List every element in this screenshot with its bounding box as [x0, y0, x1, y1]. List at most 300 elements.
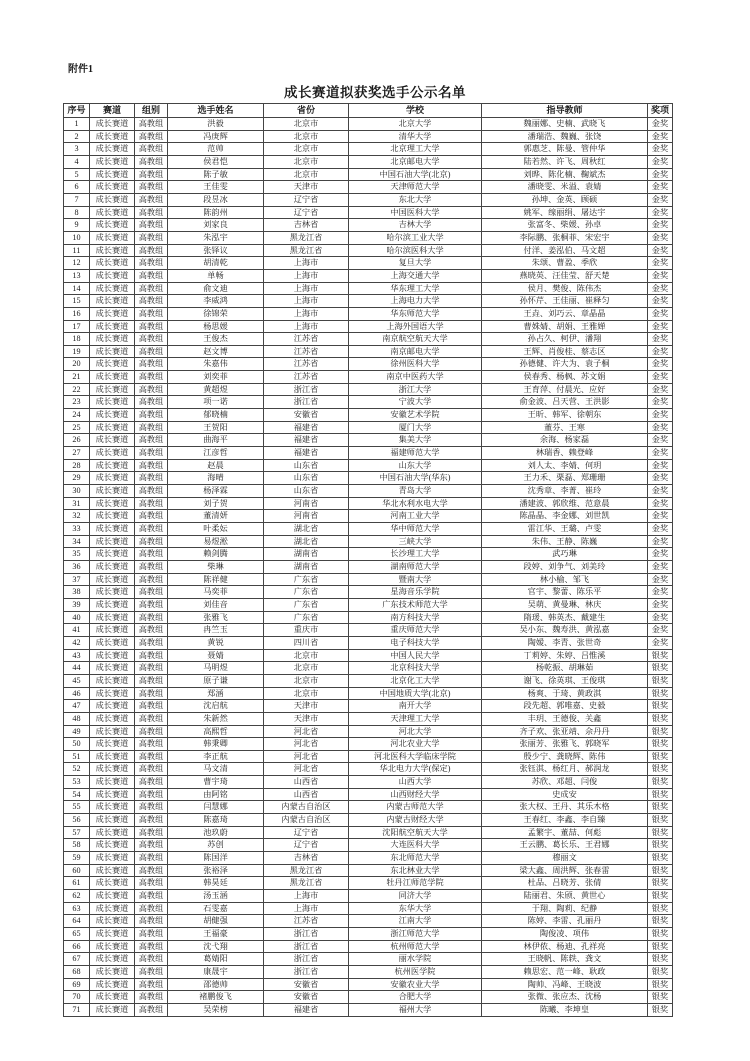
cell-track: 成长赛道	[90, 231, 135, 244]
table-row	[64, 560, 673, 573]
cell-group: 高教组	[135, 788, 168, 801]
cell-award: 银奖	[648, 814, 673, 827]
cell-advisors: 官宇、黎蕾、陈乐平	[482, 586, 648, 599]
cell-school: 上海交通大学	[349, 269, 482, 282]
cell-group: 高教组	[135, 219, 168, 232]
cell-province: 山东省	[264, 472, 349, 485]
table-row	[64, 624, 673, 637]
cell-index: 19	[64, 345, 90, 358]
cell-province: 山东省	[264, 485, 349, 498]
cell-group: 高教组	[135, 485, 168, 498]
cell-advisors: 朱伟、王静、陈巍	[482, 535, 648, 548]
cell-contestant-name: 聂婧	[168, 649, 264, 662]
cell-award: 银奖	[648, 965, 673, 978]
cell-school: 大连医科大学	[349, 839, 482, 852]
cell-track: 成长赛道	[90, 611, 135, 624]
cell-contestant-name: 沈弋翔	[168, 940, 264, 953]
cell-advisors: 孙占久、柯伊、潘翔	[482, 333, 648, 346]
cell-group: 高教组	[135, 687, 168, 700]
cell-group: 高教组	[135, 674, 168, 687]
cell-school: 山西大学	[349, 776, 482, 789]
cell-contestant-name: 陈祥健	[168, 573, 264, 586]
table-row	[64, 788, 673, 801]
cell-index: 71	[64, 1003, 90, 1016]
cell-province: 上海市	[264, 890, 349, 903]
cell-province: 江苏省	[264, 371, 349, 384]
cell-school: 浙江师范大学	[349, 928, 482, 941]
cell-province: 辽宁省	[264, 839, 349, 852]
table-row	[64, 877, 673, 890]
cell-award: 银奖	[648, 788, 673, 801]
cell-award: 金奖	[648, 371, 673, 384]
cell-group: 高教组	[135, 864, 168, 877]
cell-province: 黑龙江省	[264, 244, 349, 257]
cell-track: 成长赛道	[90, 649, 135, 662]
cell-advisors: 张钰淇、杨红月、郝润龙	[482, 763, 648, 776]
cell-track: 成长赛道	[90, 447, 135, 460]
cell-school: 中国地质大学(北京)	[349, 687, 482, 700]
cell-school: 牡丹江师范学院	[349, 877, 482, 890]
cell-advisors: 吴萌、黄曼琳、林庆	[482, 598, 648, 611]
cell-school: 宁波大学	[349, 396, 482, 409]
cell-award: 银奖	[648, 902, 673, 915]
cell-advisors: 梁大鑫、周洪辉、张春雷	[482, 864, 648, 877]
cell-award: 金奖	[648, 193, 673, 206]
cell-advisors: 齐子欢、张亚靖、佘丹丹	[482, 725, 648, 738]
cell-advisors: 余海、杨家磊	[482, 434, 648, 447]
column-header-advisors: 指导教师	[482, 104, 648, 118]
cell-index: 58	[64, 839, 90, 852]
cell-contestant-name: 苏创	[168, 839, 264, 852]
cell-index: 63	[64, 902, 90, 915]
cell-school: 哈尔滨工业大学	[349, 231, 482, 244]
table-row	[64, 421, 673, 434]
cell-index: 21	[64, 371, 90, 384]
cell-contestant-name: 徐锦荣	[168, 307, 264, 320]
cell-school: 星海音乐学院	[349, 586, 482, 599]
cell-contestant-name: 董清妍	[168, 510, 264, 523]
cell-award: 金奖	[648, 358, 673, 371]
cell-contestant-name: 王福豪	[168, 928, 264, 941]
cell-school: 清华大学	[349, 130, 482, 143]
cell-school: 中国石油大学(北京)	[349, 168, 482, 181]
table-row	[64, 573, 673, 586]
cell-group: 高教组	[135, 826, 168, 839]
cell-province: 安徽省	[264, 409, 349, 422]
cell-province: 辽宁省	[264, 193, 349, 206]
cell-school: 厦门大学	[349, 421, 482, 434]
cell-school: 中国石油大学(华东)	[349, 472, 482, 485]
cell-track: 成长赛道	[90, 497, 135, 510]
cell-index: 28	[64, 459, 90, 472]
column-header-contestant-name: 选手姓名	[168, 104, 264, 118]
cell-contestant-name: 黄超煜	[168, 383, 264, 396]
cell-province: 上海市	[264, 295, 349, 308]
cell-contestant-name: 胡健强	[168, 915, 264, 928]
cell-award: 金奖	[648, 396, 673, 409]
cell-province: 北京市	[264, 130, 349, 143]
cell-school: 长沙理工大学	[349, 548, 482, 561]
cell-group: 高教组	[135, 231, 168, 244]
cell-contestant-name: 陈子敏	[168, 168, 264, 181]
cell-group: 高教组	[135, 421, 168, 434]
cell-province: 北京市	[264, 687, 349, 700]
cell-province: 吉林省	[264, 219, 349, 232]
cell-school: 上海外国语大学	[349, 320, 482, 333]
cell-award: 银奖	[648, 662, 673, 675]
cell-advisors: 陈曦、李坤皇	[482, 1003, 648, 1016]
cell-index: 64	[64, 915, 90, 928]
table-row	[64, 193, 673, 206]
cell-track: 成长赛道	[90, 738, 135, 751]
cell-province: 内蒙古自治区	[264, 801, 349, 814]
cell-contestant-name: 王贺阳	[168, 421, 264, 434]
cell-contestant-name: 王俊杰	[168, 333, 264, 346]
cell-index: 47	[64, 700, 90, 713]
cell-advisors: 杜品、吕晓芳、张倩	[482, 877, 648, 890]
cell-group: 高教组	[135, 636, 168, 649]
cell-group: 高教组	[135, 965, 168, 978]
cell-award: 银奖	[648, 890, 673, 903]
table-row	[64, 915, 673, 928]
cell-index: 31	[64, 497, 90, 510]
cell-province: 辽宁省	[264, 206, 349, 219]
cell-track: 成长赛道	[90, 826, 135, 839]
cell-advisors: 魏丽娜、史楠、武晓飞	[482, 118, 648, 131]
cell-group: 高教组	[135, 168, 168, 181]
cell-track: 成长赛道	[90, 877, 135, 890]
cell-contestant-name: 胡清乾	[168, 257, 264, 270]
cell-school: 河北医科大学临床学院	[349, 750, 482, 763]
cell-track: 成长赛道	[90, 915, 135, 928]
cell-province: 黑龙江省	[264, 864, 349, 877]
cell-index: 57	[64, 826, 90, 839]
cell-group: 高教组	[135, 257, 168, 270]
cell-province: 湖北省	[264, 535, 349, 548]
cell-advisors: 雷江华、王璐、卢雯	[482, 523, 648, 536]
cell-school: 重庆师范大学	[349, 624, 482, 637]
cell-track: 成长赛道	[90, 965, 135, 978]
cell-index: 15	[64, 295, 90, 308]
page-title: 成长赛道拟获奖选手公示名单	[284, 85, 466, 100]
table-row	[64, 269, 673, 282]
cell-track: 成长赛道	[90, 345, 135, 358]
table-row	[64, 902, 673, 915]
cell-group: 高教组	[135, 181, 168, 194]
cell-index: 34	[64, 535, 90, 548]
cell-school: 合肥大学	[349, 991, 482, 1004]
cell-school: 沈阳航空航天大学	[349, 826, 482, 839]
cell-school: 华北电力大学(保定)	[349, 763, 482, 776]
table-row	[64, 700, 673, 713]
cell-school: 河北农业大学	[349, 738, 482, 751]
cell-advisors: 张丽芳、张雅飞、郭晓军	[482, 738, 648, 751]
table-row	[64, 244, 673, 257]
cell-award: 银奖	[648, 776, 673, 789]
cell-contestant-name: 叶柔妘	[168, 523, 264, 536]
cell-school: 同济大学	[349, 890, 482, 903]
cell-contestant-name: 刘家良	[168, 219, 264, 232]
cell-group: 高教组	[135, 573, 168, 586]
table-row	[64, 295, 673, 308]
cell-award: 金奖	[648, 472, 673, 485]
column-header-award: 奖项	[648, 104, 673, 118]
table-row	[64, 307, 673, 320]
cell-award: 金奖	[648, 244, 673, 257]
table-row	[64, 548, 673, 561]
cell-track: 成长赛道	[90, 295, 135, 308]
cell-index: 41	[64, 624, 90, 637]
cell-province: 广东省	[264, 573, 349, 586]
cell-contestant-name: 陈国洋	[168, 852, 264, 865]
cell-track: 成长赛道	[90, 168, 135, 181]
cell-school: 南方科技大学	[349, 611, 482, 624]
cell-index: 43	[64, 649, 90, 662]
cell-advisors: 陆若然、许飞、周秋红	[482, 155, 648, 168]
cell-school: 中国医科大学	[349, 206, 482, 219]
cell-advisors: 孙怀芹、王佳丽、崔释匀	[482, 295, 648, 308]
cell-group: 高教组	[135, 877, 168, 890]
cell-advisors: 陆丽君、朱颀、黄世心	[482, 890, 648, 903]
cell-group: 高教组	[135, 839, 168, 852]
cell-advisors: 杨爽、于琦、黄政淇	[482, 687, 648, 700]
cell-province: 江苏省	[264, 358, 349, 371]
cell-track: 成长赛道	[90, 307, 135, 320]
table-row	[64, 890, 673, 903]
cell-contestant-name: 张裕泽	[168, 864, 264, 877]
cell-school: 集美大学	[349, 434, 482, 447]
cell-track: 成长赛道	[90, 636, 135, 649]
cell-track: 成长赛道	[90, 434, 135, 447]
cell-contestant-name: 冉竺玉	[168, 624, 264, 637]
cell-index: 56	[64, 814, 90, 827]
cell-index: 18	[64, 333, 90, 346]
cell-contestant-name: 闫慧娜	[168, 801, 264, 814]
cell-province: 广东省	[264, 611, 349, 624]
cell-school: 华东师范大学	[349, 307, 482, 320]
cell-index: 10	[64, 231, 90, 244]
cell-province: 重庆市	[264, 624, 349, 637]
cell-award: 银奖	[648, 826, 673, 839]
cell-award: 金奖	[648, 586, 673, 599]
cell-school: 内蒙古财经大学	[349, 814, 482, 827]
cell-index: 29	[64, 472, 90, 485]
cell-group: 高教组	[135, 118, 168, 131]
cell-school: 河北大学	[349, 725, 482, 738]
cell-index: 11	[64, 244, 90, 257]
cell-school: 东北大学	[349, 193, 482, 206]
table-row	[64, 953, 673, 966]
cell-award: 金奖	[648, 231, 673, 244]
cell-award: 银奖	[648, 991, 673, 1004]
cell-school: 北京理工大学	[349, 143, 482, 156]
cell-award: 金奖	[648, 168, 673, 181]
cell-index: 53	[64, 776, 90, 789]
cell-track: 成长赛道	[90, 852, 135, 865]
cell-index: 27	[64, 447, 90, 460]
cell-contestant-name: 汤玉涵	[168, 890, 264, 903]
cell-school: 南开大学	[349, 700, 482, 713]
cell-award: 金奖	[648, 636, 673, 649]
cell-group: 高教组	[135, 396, 168, 409]
cell-contestant-name: 江彦哲	[168, 447, 264, 460]
cell-province: 福建省	[264, 434, 349, 447]
cell-contestant-name: 赵晨	[168, 459, 264, 472]
cell-track: 成长赛道	[90, 902, 135, 915]
cell-school: 徐州医科大学	[349, 358, 482, 371]
cell-contestant-name: 马文清	[168, 763, 264, 776]
cell-contestant-name: 张铎议	[168, 244, 264, 257]
cell-track: 成长赛道	[90, 523, 135, 536]
cell-award: 银奖	[648, 674, 673, 687]
cell-province: 北京市	[264, 155, 349, 168]
cell-school: 河南工业大学	[349, 510, 482, 523]
cell-advisors: 林小榆、邹飞	[482, 573, 648, 586]
table-row	[64, 434, 673, 447]
cell-group: 高教组	[135, 586, 168, 599]
cell-contestant-name: 高熙哲	[168, 725, 264, 738]
cell-group: 高教组	[135, 244, 168, 257]
cell-contestant-name: 赖剑腾	[168, 548, 264, 561]
cell-group: 高教组	[135, 510, 168, 523]
cell-contestant-name: 海晴	[168, 472, 264, 485]
cell-province: 上海市	[264, 902, 349, 915]
cell-track: 成长赛道	[90, 624, 135, 637]
cell-index: 9	[64, 219, 90, 232]
cell-track: 成长赛道	[90, 776, 135, 789]
table-row	[64, 1003, 673, 1016]
cell-advisors: 燕晓英、汪佳莹、舒天楚	[482, 269, 648, 282]
cell-track: 成长赛道	[90, 674, 135, 687]
cell-province: 北京市	[264, 118, 349, 131]
cell-award: 金奖	[648, 118, 673, 131]
cell-group: 高教组	[135, 763, 168, 776]
cell-province: 辽宁省	[264, 826, 349, 839]
cell-province: 安徽省	[264, 978, 349, 991]
cell-group: 高教组	[135, 902, 168, 915]
cell-group: 高教组	[135, 1003, 168, 1016]
cell-advisors: 潘建波、郭欣维、范意晨	[482, 497, 648, 510]
cell-school: 上海电力大学	[349, 295, 482, 308]
column-header-school: 学校	[349, 104, 482, 118]
cell-track: 成长赛道	[90, 864, 135, 877]
cell-award: 金奖	[648, 345, 673, 358]
cell-advisors: 丁莉婷、朱婷、吕惟溪	[482, 649, 648, 662]
cell-contestant-name: 朱泓宇	[168, 231, 264, 244]
cell-award: 金奖	[648, 459, 673, 472]
cell-contestant-name: 陈嘉琦	[168, 814, 264, 827]
cell-award: 银奖	[648, 953, 673, 966]
table-row	[64, 750, 673, 763]
cell-school: 南京邮电大学	[349, 345, 482, 358]
cell-contestant-name: 曲海平	[168, 434, 264, 447]
cell-award: 金奖	[648, 409, 673, 422]
column-header-track: 赛道	[90, 104, 135, 118]
cell-contestant-name: 曹宇琦	[168, 776, 264, 789]
cell-index: 4	[64, 155, 90, 168]
table-row	[64, 674, 673, 687]
cell-award: 银奖	[648, 928, 673, 941]
cell-award: 金奖	[648, 333, 673, 346]
cell-contestant-name: 葛婧阳	[168, 953, 264, 966]
cell-province: 山东省	[264, 459, 349, 472]
cell-province: 上海市	[264, 307, 349, 320]
table-row	[64, 497, 673, 510]
table-row	[64, 598, 673, 611]
table-row	[64, 168, 673, 181]
table-row	[64, 206, 673, 219]
cell-advisors: 张富冬、柴媛、孙卓	[482, 219, 648, 232]
cell-contestant-name: 褚鹏俊飞	[168, 991, 264, 1004]
cell-index: 14	[64, 282, 90, 295]
table-row	[64, 371, 673, 384]
cell-group: 高教组	[135, 447, 168, 460]
cell-index: 55	[64, 801, 90, 814]
cell-group: 高教组	[135, 978, 168, 991]
cell-province: 北京市	[264, 168, 349, 181]
cell-advisors: 王昕、韩军、徐朝东	[482, 409, 648, 422]
cell-award: 金奖	[648, 130, 673, 143]
cell-index: 68	[64, 965, 90, 978]
cell-track: 成长赛道	[90, 953, 135, 966]
cell-track: 成长赛道	[90, 244, 135, 257]
cell-track: 成长赛道	[90, 155, 135, 168]
cell-province: 天津市	[264, 181, 349, 194]
cell-contestant-name: 赵文博	[168, 345, 264, 358]
cell-group: 高教组	[135, 333, 168, 346]
cell-school: 南京航空航天大学	[349, 333, 482, 346]
cell-index: 45	[64, 674, 90, 687]
cell-province: 河南省	[264, 510, 349, 523]
cell-track: 成长赛道	[90, 320, 135, 333]
cell-index: 66	[64, 940, 90, 953]
cell-province: 上海市	[264, 257, 349, 270]
cell-province: 浙江省	[264, 928, 349, 941]
cell-award: 金奖	[648, 497, 673, 510]
cell-contestant-name: 邵德帅	[168, 978, 264, 991]
cell-advisors: 潘晓雯、米溢、袁婧	[482, 181, 648, 194]
cell-index: 54	[64, 788, 90, 801]
cell-contestant-name: 王佳雯	[168, 181, 264, 194]
cell-school: 暨南大学	[349, 573, 482, 586]
table-row	[64, 130, 673, 143]
cell-group: 高教组	[135, 915, 168, 928]
cell-track: 成长赛道	[90, 586, 135, 599]
cell-school: 天津师范大学	[349, 181, 482, 194]
cell-award: 金奖	[648, 624, 673, 637]
cell-contestant-name: 郑涵	[168, 687, 264, 700]
cell-province: 内蒙古自治区	[264, 814, 349, 827]
cell-advisors: 陈晶晶、李金娜、刘世凯	[482, 510, 648, 523]
cell-advisors: 林瑞香、赖登峰	[482, 447, 648, 460]
table-header	[64, 104, 673, 118]
cell-advisors: 李际鹏、张桐菲、宋宏宇	[482, 231, 648, 244]
cell-index: 60	[64, 864, 90, 877]
cell-track: 成长赛道	[90, 560, 135, 573]
cell-school: 杭州医学院	[349, 965, 482, 978]
column-header-group: 组别	[135, 104, 168, 118]
cell-province: 湖北省	[264, 523, 349, 536]
cell-contestant-name: 单畅	[168, 269, 264, 282]
cell-track: 成长赛道	[90, 409, 135, 422]
cell-advisors: 王云鹏、葛长乐、王君娜	[482, 839, 648, 852]
cell-index: 2	[64, 130, 90, 143]
cell-index: 16	[64, 307, 90, 320]
cell-track: 成长赛道	[90, 282, 135, 295]
cell-advisors: 俞金波、吕天营、王洪影	[482, 396, 648, 409]
cell-index: 23	[64, 396, 90, 409]
cell-track: 成长赛道	[90, 130, 135, 143]
